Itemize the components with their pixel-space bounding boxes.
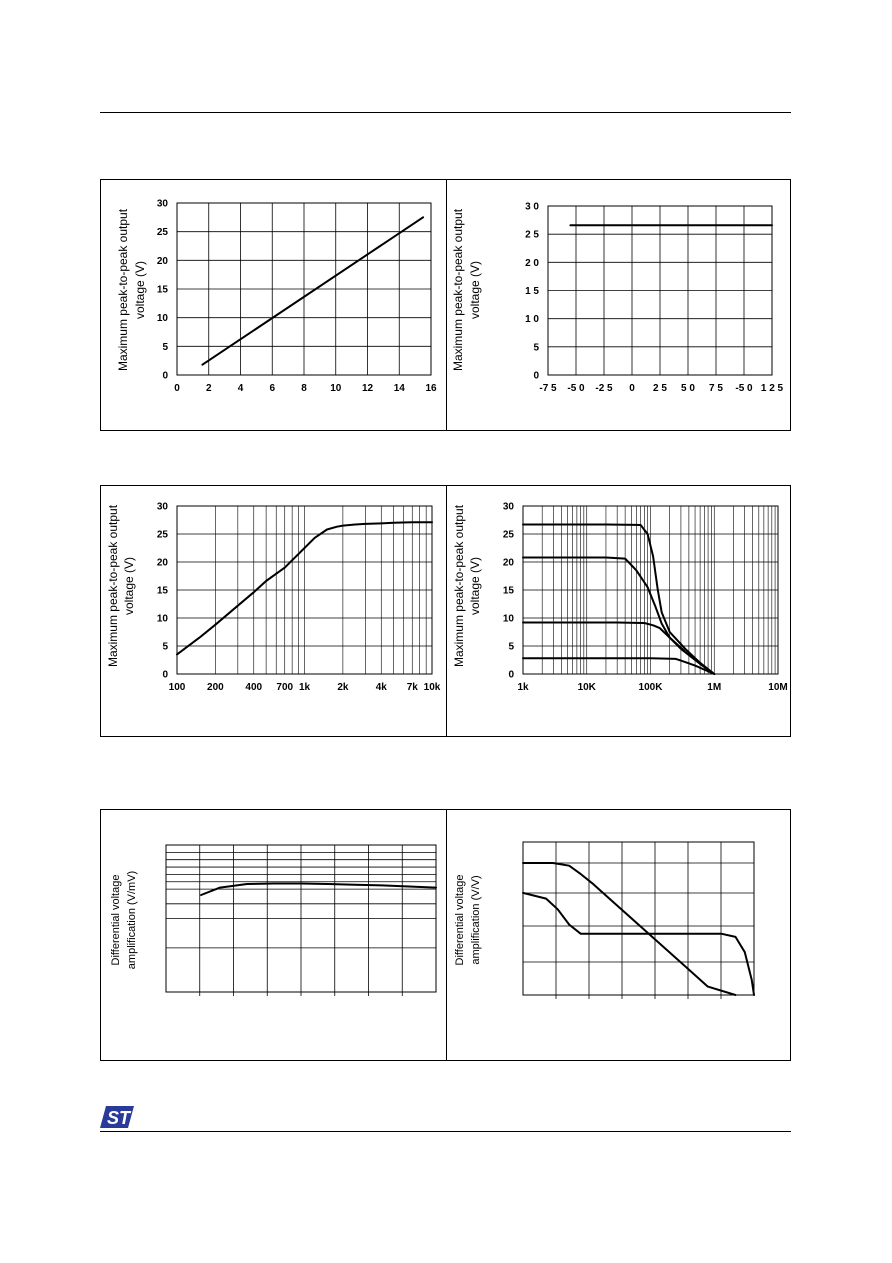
y-tick-label: 30 [156, 501, 168, 513]
y-axis-label: Maximum peak-to-peak output [116, 208, 130, 372]
y-tick-label: 30 [502, 501, 514, 513]
y-axis-label: voltage (V) [468, 556, 482, 616]
x-tick-label: 7k [406, 682, 418, 693]
y-axis-label: voltage (V) [133, 260, 147, 320]
series-line [523, 863, 736, 995]
series-line [523, 893, 754, 995]
y-tick-label: 1 5 [525, 286, 539, 297]
footer-rule [100, 1131, 791, 1132]
x-tick-label: 1 2 5 [760, 383, 784, 394]
x-tick-label: 100K [638, 682, 663, 693]
y-tick-label: 0 [533, 370, 539, 382]
x-tick-label: 1M [707, 682, 722, 693]
chart-output-vs-frequency [446, 486, 791, 736]
series-line [523, 658, 714, 674]
x-tick-label: 1k [298, 682, 311, 693]
y-tick-label: 25 [156, 529, 168, 541]
y-axis-label: Differential voltage [454, 874, 466, 966]
x-tick-label: 16 [425, 383, 437, 394]
x-tick-label: 0 [174, 383, 180, 394]
y-tick-label: 5 [533, 342, 539, 354]
chart-differential-amplification-v-per-mv [100, 810, 445, 1060]
y-tick-label: 3 0 [525, 201, 539, 213]
x-tick-label: 12 [361, 383, 374, 394]
x-tick-label: 4k [375, 682, 387, 693]
x-tick-label: 0 [629, 383, 635, 394]
x-tick-label: 5 0 [681, 383, 695, 394]
x-tick-label: 100 [168, 682, 186, 693]
y-axis-label: amplification (V/mV) [126, 870, 138, 970]
y-tick-label: 10 [502, 613, 514, 625]
y-tick-label: 15 [502, 585, 514, 597]
chart-output-vs-load-resistance [100, 486, 445, 736]
x-tick-label: 10M [768, 682, 788, 693]
x-tick-label: 2k [337, 682, 349, 693]
y-tick-label: 2 0 [525, 257, 539, 269]
x-tick-label: 14 [393, 383, 405, 394]
y-tick-label: 15 [156, 284, 168, 296]
header-rule [100, 112, 791, 113]
x-tick-label: -5 0 [735, 383, 753, 394]
chart-output-vs-supply [100, 180, 445, 430]
y-tick-label: 15 [156, 585, 168, 597]
y-tick-label: 1 0 [525, 314, 539, 326]
y-tick-label: 5 [162, 641, 168, 653]
x-tick-label: 8 [301, 383, 307, 394]
y-tick-label: 30 [156, 198, 168, 210]
svg-text:ST: ST [107, 1108, 131, 1128]
st-logo-icon [100, 1104, 134, 1130]
y-tick-label: 20 [502, 557, 514, 569]
y-axis-label: Differential voltage [110, 874, 122, 966]
y-tick-label: 25 [156, 227, 168, 239]
y-tick-label: 2 5 [525, 229, 539, 241]
x-tick-label: 2 [205, 383, 212, 394]
y-axis-label: Maximum peak-to-peak output [452, 504, 466, 668]
x-tick-label: 1k [517, 682, 529, 693]
y-tick-label: 0 [162, 370, 168, 382]
x-tick-label: 4 [237, 383, 244, 394]
y-tick-label: 5 [508, 641, 514, 653]
y-tick-label: 0 [508, 669, 514, 681]
y-tick-label: 10 [156, 313, 168, 325]
y-tick-label: 25 [502, 529, 514, 541]
x-tick-label: 2 5 [653, 383, 667, 394]
x-tick-label: 700 [276, 682, 294, 693]
chart-differential-amplification-v-per-v [446, 810, 791, 1060]
x-tick-label: -2 5 [595, 383, 613, 394]
y-tick-label: 20 [156, 557, 168, 569]
x-tick-label: -5 0 [567, 383, 585, 394]
x-tick-label: 10K [577, 682, 596, 693]
series-line [523, 558, 714, 675]
x-tick-label: 7 5 [709, 383, 723, 394]
y-axis-label: Maximum peak-to-peak output [451, 208, 465, 372]
series-line [202, 217, 423, 364]
x-tick-label: 10k [423, 682, 441, 693]
y-tick-label: 0 [162, 669, 168, 681]
y-tick-label: 5 [162, 341, 168, 353]
y-axis-label: voltage (V) [122, 556, 136, 616]
y-tick-label: 10 [156, 613, 168, 625]
x-tick-label: 10 [330, 383, 342, 394]
y-tick-label: 20 [156, 255, 168, 267]
chart-output-vs-temperature [446, 180, 791, 430]
plot-frame [523, 842, 754, 995]
y-axis-label: Maximum peak-to-peak output [106, 504, 120, 668]
x-tick-label: 6 [269, 383, 276, 394]
x-tick-label: 400 [245, 682, 263, 693]
y-axis-label: amplification (V/V) [470, 875, 482, 965]
y-axis-label: voltage (V) [468, 260, 482, 320]
x-tick-label: -7 5 [539, 383, 557, 394]
x-tick-label: 200 [207, 682, 224, 693]
